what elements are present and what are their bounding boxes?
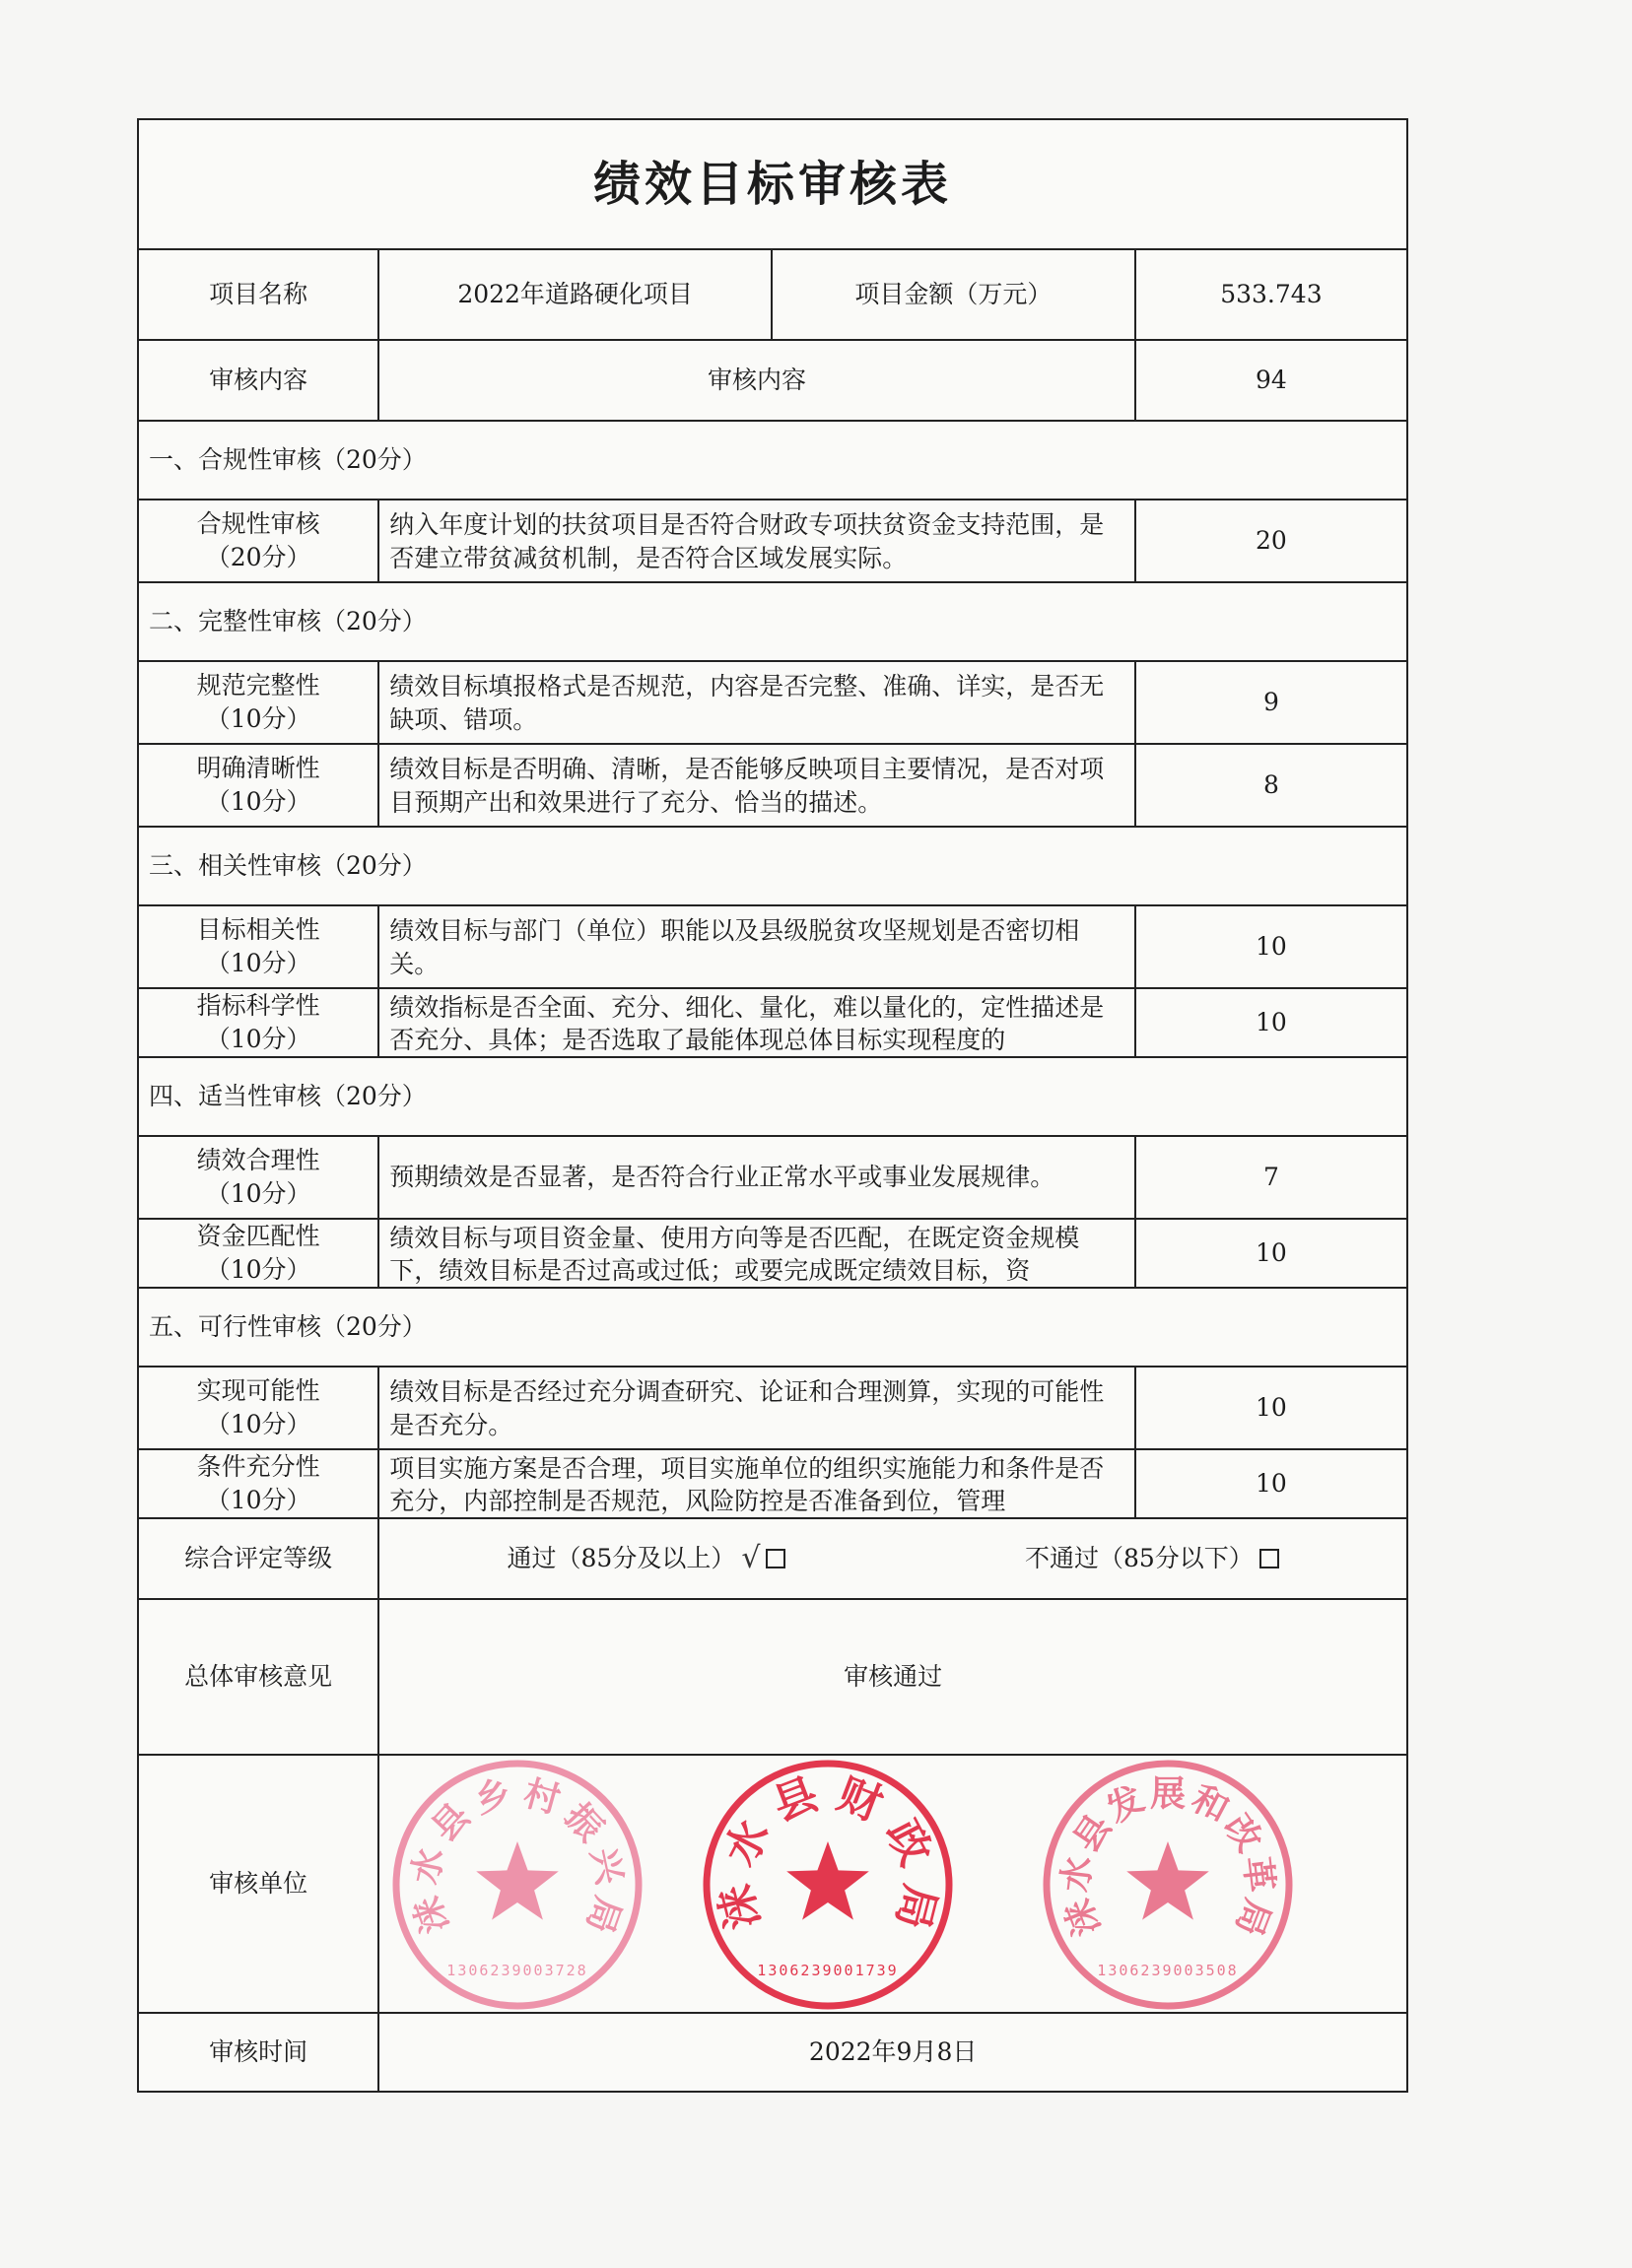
- criterion-description: [379, 500, 1136, 581]
- review-table: [137, 118, 1408, 2093]
- criterion-name: [139, 500, 379, 581]
- title-row: [139, 120, 1406, 250]
- svg-text:村: 村: [519, 1772, 565, 1822]
- official-seal-icon: [702, 1759, 954, 2011]
- criterion-name: [139, 1450, 379, 1517]
- svg-text:展: 展: [1150, 1773, 1187, 1815]
- criterion-score: 10: [1256, 932, 1287, 961]
- review-content-label: 审核内容: [379, 341, 1136, 420]
- criterion-description: [379, 989, 1136, 1056]
- checkbox-icon: [766, 1549, 785, 1568]
- criterion-title: 绩效合理性: [196, 1146, 320, 1174]
- criterion-row: [139, 989, 1406, 1058]
- criterion-title: 合规性审核: [196, 509, 320, 538]
- criterion-name: [139, 662, 379, 743]
- criterion-name: [139, 1367, 379, 1448]
- grade-options: [379, 1519, 1406, 1598]
- criterion-row: [139, 1367, 1406, 1450]
- svg-text:政: 政: [876, 1812, 941, 1874]
- opinion-row: [139, 1600, 1406, 1756]
- amount-value: 533.743: [1220, 280, 1323, 308]
- criterion-description: [379, 745, 1136, 826]
- criterion-name: [139, 745, 379, 826]
- criterion-text: 绩效目标与项目资金量、使用方向等是否匹配，在既定资金规模下，绩效目标是否过高或过低；或要完成既定绩效目标，资: [389, 1224, 1080, 1285]
- criterion-text: 绩效目标是否经过充分调查研究、论证和合理测算，实现的可能性是否充分。: [389, 1377, 1105, 1439]
- criterion-score: 10: [1256, 1238, 1287, 1267]
- criterion-points: （10分）: [205, 949, 311, 977]
- criterion-row: [139, 500, 1406, 583]
- criterion-score: 10: [1256, 1008, 1287, 1036]
- criterion-title: 指标科学性: [196, 991, 320, 1020]
- criterion-points: （10分）: [205, 1410, 311, 1438]
- criterion-description: [379, 662, 1136, 743]
- criterion-name: [139, 1137, 379, 1218]
- criterion-score: 10: [1256, 1469, 1287, 1498]
- criterion-row: [139, 906, 1406, 989]
- svg-text:涞: 涞: [1057, 1893, 1110, 1942]
- section-row: [139, 583, 1406, 662]
- official-seal-icon: [1042, 1759, 1294, 2011]
- section-title: 三、相关性审核（20分）: [149, 851, 427, 880]
- criterion-row: [139, 1450, 1406, 1519]
- criterion-row: [139, 1220, 1406, 1289]
- project-name-label: 项目名称: [139, 250, 379, 339]
- svg-text:革: 革: [1236, 1854, 1281, 1895]
- svg-text:县: 县: [424, 1795, 479, 1850]
- official-seal-icon: [391, 1759, 644, 2011]
- svg-text:局: 局: [886, 1879, 946, 1935]
- criterion-text: 绩效目标是否明确、清晰，是否能够反映项目主要情况，是否对项目预期产出和效果进行了充分、恰当的描述。: [389, 755, 1105, 817]
- svg-text:水: 水: [1055, 1854, 1101, 1895]
- grade-label: 综合评定等级: [139, 1519, 379, 1598]
- criterion-text: 纳入年度计划的扶贫项目是否符合财政专项扶贫资金支持范围，是否建立带贫减贫机制，是否符合区域发展实际。: [389, 510, 1105, 572]
- criterion-score: 8: [1262, 770, 1279, 799]
- criterion-text: 项目实施方案是否合理，项目实施单位的组织实施能力和条件是否充分，内部控制是否规范，风险防控是否准备到位，管理: [389, 1454, 1105, 1515]
- criterion-title: 目标相关性: [196, 915, 320, 944]
- svg-text:兴: 兴: [582, 1844, 631, 1888]
- svg-text:局: 局: [578, 1891, 629, 1939]
- svg-text:和: 和: [1185, 1778, 1236, 1832]
- criterion-text: 绩效目标与部门（单位）职能以及县级脱贫攻坚规划是否密切相关。: [389, 916, 1080, 978]
- section-title: 一、合规性审核（20分）: [149, 445, 427, 474]
- svg-text:涞: 涞: [710, 1879, 771, 1935]
- criterion-score: 20: [1256, 526, 1287, 555]
- criterion-score: 7: [1262, 1163, 1279, 1191]
- grade-fail-label: 不通过（85分以下）: [1024, 1544, 1254, 1572]
- svg-text:局: 局: [1227, 1893, 1278, 1942]
- criterion-text: 绩效目标填报格式是否规范，内容是否完整、准确、详实，是否无缺项、错项。: [389, 672, 1105, 734]
- criterion-description: [379, 1220, 1136, 1287]
- criterion-points: （10分）: [205, 1179, 311, 1208]
- checkbox-icon: [1259, 1549, 1279, 1568]
- svg-text:县: 县: [766, 1768, 826, 1832]
- criterion-text: 绩效指标是否全面、充分、细化、量化，难以量化的，定性描述是否充分、具体；是否选取了最能体现总体目标实现程度的: [389, 993, 1105, 1054]
- review-header-row: [139, 341, 1406, 422]
- time-row: [139, 2014, 1406, 2091]
- criterion-title: 条件充分性: [196, 1452, 320, 1481]
- criterion-score: 9: [1262, 688, 1279, 716]
- criterion-row: [139, 662, 1406, 745]
- svg-text:振: 振: [557, 1795, 611, 1850]
- review-date: 2022年9月8日: [808, 2037, 978, 2066]
- criterion-description: [379, 1450, 1136, 1517]
- project-name-value: 2022年道路硬化项目: [379, 250, 773, 339]
- unit-row: [139, 1756, 1406, 2014]
- criterion-title: 资金匹配性: [196, 1222, 320, 1250]
- svg-text:水: 水: [714, 1812, 781, 1874]
- section-title: 二、完整性审核（20分）: [149, 607, 427, 635]
- svg-text:县: 县: [1066, 1807, 1121, 1860]
- svg-text:发: 发: [1100, 1778, 1151, 1832]
- svg-text:涞: 涞: [407, 1891, 457, 1939]
- svg-text:财: 财: [831, 1768, 890, 1832]
- criterion-title: 规范完整性: [196, 671, 320, 700]
- criterion-points: （10分）: [205, 1486, 311, 1514]
- criterion-title: 明确清晰性: [196, 754, 320, 782]
- section-title: 五、可行性审核（20分）: [149, 1312, 427, 1341]
- svg-text:水: 水: [405, 1844, 453, 1888]
- criterion-description: [379, 906, 1136, 987]
- svg-text:1306239001739: 1306239001739: [757, 1962, 899, 1979]
- grade-row: [139, 1519, 1406, 1600]
- criterion-score: 10: [1256, 1393, 1287, 1422]
- criterion-points: （20分）: [205, 543, 311, 571]
- criterion-points: （10分）: [205, 704, 311, 733]
- criterion-name: [139, 906, 379, 987]
- criterion-points: （10分）: [205, 1025, 311, 1053]
- section-row: [139, 828, 1406, 906]
- review-label: 审核内容: [139, 341, 379, 420]
- section-title: 四、适当性审核（20分）: [149, 1082, 427, 1110]
- section-row: [139, 422, 1406, 500]
- amount-label: 项目金额（万元）: [773, 250, 1136, 339]
- total-score: 94: [1256, 366, 1287, 394]
- opinion-label: 总体审核意见: [139, 1600, 379, 1754]
- svg-text:1306239003508: 1306239003508: [1097, 1962, 1239, 1979]
- svg-text:乡: 乡: [470, 1772, 516, 1822]
- criterion-description: [379, 1137, 1136, 1218]
- criterion-name: [139, 1220, 379, 1287]
- criterion-text: 预期绩效是否显著，是否符合行业正常水平或事业发展规律。: [389, 1163, 1055, 1191]
- unit-label: 审核单位: [139, 1756, 379, 2012]
- svg-text:1306239003728: 1306239003728: [446, 1962, 588, 1979]
- project-row: [139, 250, 1406, 341]
- criterion-row: [139, 1137, 1406, 1220]
- opinion-text: 审核通过: [844, 1662, 943, 1691]
- section-row: [139, 1058, 1406, 1137]
- criterion-title: 实现可能性: [196, 1376, 320, 1405]
- time-label: 审核时间: [139, 2014, 379, 2091]
- check-mark-icon: √: [741, 1541, 761, 1575]
- grade-fail-option[interactable]: [1025, 1542, 1279, 1575]
- criterion-points: （10分）: [205, 787, 311, 816]
- criterion-points: （10分）: [205, 1255, 311, 1284]
- grade-pass-option[interactable]: [508, 1542, 786, 1575]
- stamp-area: [379, 1756, 1406, 2012]
- criterion-name: [139, 989, 379, 1056]
- criterion-description: [379, 1367, 1136, 1448]
- section-row: [139, 1289, 1406, 1367]
- grade-pass-label: 通过（85分及以上）: [507, 1544, 736, 1572]
- svg-text:改: 改: [1216, 1807, 1270, 1860]
- form-title: 绩效目标审核表: [592, 157, 952, 212]
- criterion-row: [139, 745, 1406, 828]
